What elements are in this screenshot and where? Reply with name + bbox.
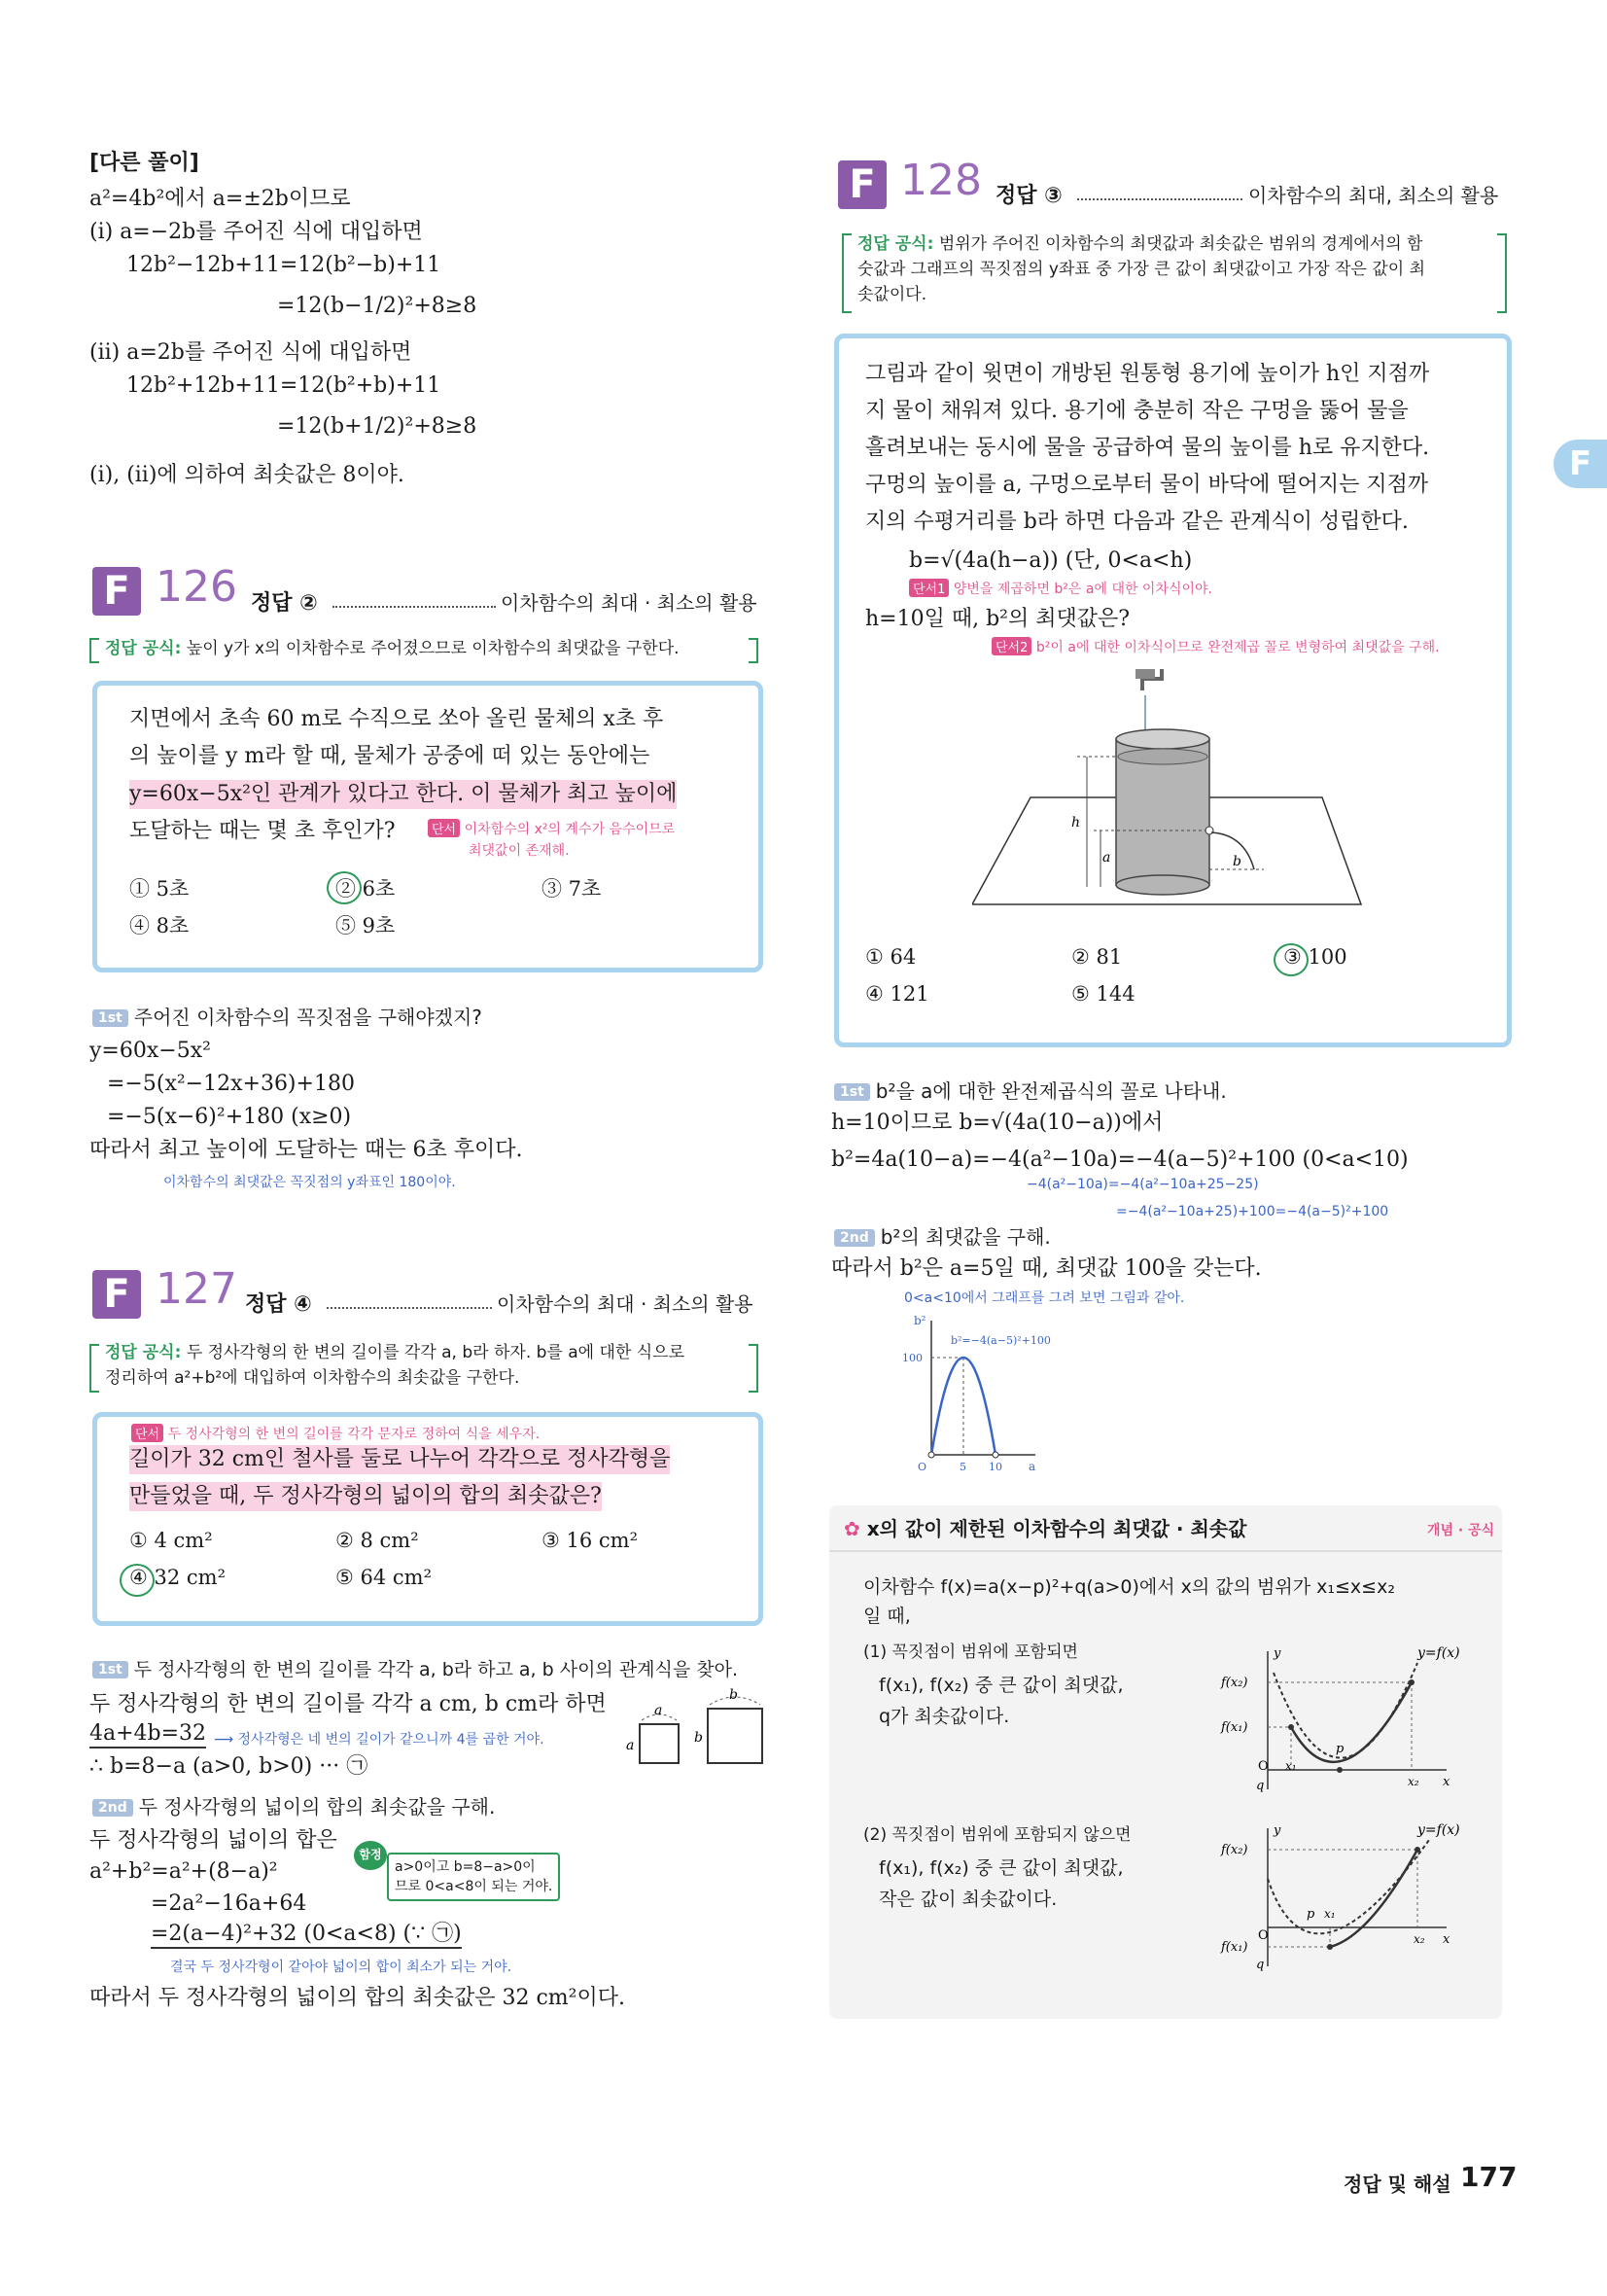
choice-3[interactable]: ③ 16 cm² (541, 1529, 638, 1552)
problem-128-formula: 정답 공식: 범위가 주어진 이차함수의 최댓값과 최솟값은 범위의 경계에서의 함 숫값과 그래프의 꼭짓점의 y좌표 중 가장 큰 값이 최댓값이고 가장 작은 값이 최 솟값이다. (857, 234, 1425, 304)
g2-x2: x₂ (1414, 1932, 1425, 1946)
concept-case1: q가 최솟값이다. (879, 1706, 1010, 1727)
choice-5[interactable]: ⑤ 64 cm² (335, 1566, 432, 1589)
g1-ylabel: y (1274, 1646, 1281, 1661)
question-line: 지면에서 초속 60 m로 수직으로 쏘아 올린 물체의 x초 후 (129, 707, 664, 731)
problem-127-answer: 정답 ④ (245, 1292, 312, 1317)
problem-126-answer: 정답 ② (251, 591, 318, 616)
dotted-leader (1077, 198, 1242, 200)
problem-128-badge: F (838, 160, 887, 209)
concept-case1: (1) 꼭짓점이 범위에 포함되면 (863, 1643, 1078, 1662)
concept-tag: 개념 · 공식 (1427, 1523, 1495, 1538)
formula-bracket-right (749, 638, 758, 663)
square-label: b (694, 1730, 703, 1746)
concept-divider (829, 1550, 1502, 1552)
formula-bracket-right (1497, 233, 1507, 313)
problem-128-step2: 2nd b²의 최댓값을 구해. (834, 1221, 1051, 1250)
problem-126-number: 126 (156, 562, 237, 612)
concept-case1: f(x₁), f(x₂) 중 큰 값이 최댓값, (879, 1675, 1124, 1696)
question-ask: h=10일 때, b²의 최댓값은? (865, 607, 1131, 631)
alt-solution-line: a²=4b²에서 a=±2b이므로 (89, 187, 351, 211)
question-line: 그림과 같이 윗면이 개방된 원통형 용기에 높이가 h인 지점까 (865, 362, 1430, 386)
solution-note: 결국 두 정사각형이 같아야 넓이의 합이 최소가 되는 거야. (170, 1960, 512, 1975)
answer-circle (327, 871, 362, 904)
g2-func: y=f(x) (1417, 1822, 1460, 1838)
square-label: a (654, 1703, 663, 1718)
question-line: 지 물이 채워져 있다. 용기에 충분히 작은 구멍을 뚫어 물을 (865, 399, 1409, 423)
g2-fx2: f(x₂) (1221, 1843, 1248, 1857)
g2-x: x (1443, 1932, 1450, 1947)
square-label: b (729, 1687, 738, 1703)
choice-2[interactable]: ② 6초 (335, 877, 396, 901)
choice-5[interactable]: ⑤ 144 (1071, 982, 1135, 1006)
fig-label-a: a (1102, 850, 1111, 865)
problem-128-topic: 이차함수의 최대, 최소의 활용 (1248, 184, 1499, 207)
choice-1[interactable]: ① 4 cm² (129, 1529, 213, 1552)
solution-line: y=60x−5x² (89, 1039, 211, 1063)
g2-q: q (1256, 1958, 1265, 1972)
question-line: 흘려보내는 동시에 물을 공급하여 물의 높이를 h로 유지한다. (865, 436, 1430, 460)
problem-127-number: 127 (156, 1264, 237, 1314)
g1-x2: x₂ (1408, 1775, 1419, 1788)
graph-func: b²=−4(a−5)²+100 (951, 1334, 1051, 1347)
graph-xtick: 10 (989, 1461, 1002, 1473)
solution-line: b²=4a(10−a)=−4(a²−10a)=−4(a−5)²+100 (0<a<10) (831, 1148, 1409, 1172)
g1-o: O (1258, 1759, 1269, 1774)
choice-4[interactable]: ④ 8초 (129, 914, 190, 937)
alt-solution-line: =12(b+1/2)²+8≥8 (277, 414, 477, 439)
hamjeong-box: a>0이고 b=8−a>0이 므로 0<a<8이 되는 거야. (387, 1853, 560, 1901)
g1-q: q (1256, 1779, 1265, 1793)
solution-conclusion: 따라서 b²은 a=5일 때, 최댓값 100을 갖는다. (831, 1256, 1262, 1281)
concept-intro: 일 때, (863, 1606, 911, 1627)
choice-1[interactable]: ① 64 (865, 945, 917, 969)
concept-case2: (2) 꼭짓점이 범위에 포함되지 않으면 (863, 1825, 1132, 1845)
g2-ylabel: y (1274, 1823, 1281, 1838)
problem-128-hint2: 단서2 b²이 a에 대한 이차식이므로 완전제곱 꼴로 변형하여 최댓값을 구해. (992, 637, 1440, 656)
solution-line: 두 정사각형의 한 변의 길이를 각각 a cm, b cm라 하면 (89, 1692, 607, 1716)
cylinder-figure (972, 661, 1380, 914)
footer-label: 정답 및 해설 (1344, 2172, 1451, 2196)
solution-note: =−4(a²−10a+25)+100=−4(a−5)²+100 (1116, 1204, 1389, 1219)
problem-126-hint: 단서 이차함수의 x²의 계수가 음수이므로 (428, 819, 675, 838)
choice-2[interactable]: ② 8 cm² (335, 1529, 419, 1552)
square-label: a (626, 1738, 635, 1753)
g1-fx2: f(x₂) (1221, 1676, 1248, 1690)
problem-127-step1: 1st 두 정사각형의 한 변의 길이를 각각 a, b라 하고 a, b 사이의 관계식을 찾아. (92, 1655, 738, 1681)
formula-bracket-left (842, 233, 852, 313)
choice-1[interactable]: ① 5초 (129, 877, 190, 901)
g2-fx1: f(x₁) (1221, 1940, 1248, 1955)
solution-line: =2(a−4)²+32 (0<a<8) (∵ ㉠) (151, 1922, 462, 1949)
problem-126-topic: 이차함수의 최대 · 최소의 활용 (501, 591, 757, 615)
g1-fx1: f(x₁) (1221, 1720, 1248, 1735)
problem-128-answer: 정답 ③ (996, 184, 1063, 208)
page-number: 177 (1460, 2161, 1518, 2193)
problem-128-number: 128 (900, 156, 982, 205)
solution-line: a²+b²=a²+(8−a)² (89, 1859, 278, 1884)
dotted-leader (327, 1307, 492, 1309)
g2-x1: x₁ (1324, 1907, 1336, 1921)
dotted-leader (332, 606, 496, 608)
graph-ytick: 100 (902, 1352, 923, 1364)
formula-bracket-left (89, 1344, 99, 1393)
problem-128-step1: 1st b²을 a에 대한 완전제곱식의 꼴로 나타내. (834, 1076, 1227, 1104)
alt-solution-line: 12b²+12b+11=12(b²+b)+11 (126, 373, 441, 398)
alt-solution-line: (ii) a=2b를 주어진 식에 대입하면 (89, 340, 412, 365)
formula-bracket-right (749, 1344, 758, 1393)
solution-line: ∴ b=8−a (a>0, b>0) ··· ㉠ (89, 1754, 368, 1779)
alt-solution-title: [다른 풀이] (89, 151, 199, 175)
solution-note: 이차함수의 최댓값은 꼭짓점의 y좌표인 180이야. (163, 1175, 456, 1190)
solution-line: 4a+4b=32 (89, 1721, 206, 1748)
choice-5[interactable]: ⑤ 9초 (335, 914, 396, 937)
question-equation: b=√(4a(h−a)) (단, 0<a<h) (909, 548, 1193, 573)
choice-3[interactable]: ③ 100 (1283, 945, 1347, 969)
squares-figure (622, 1687, 768, 1784)
choice-4[interactable]: ④ 32 cm² (129, 1566, 226, 1589)
choice-3[interactable]: ③ 7초 (541, 877, 602, 901)
choice-2[interactable]: ② 81 (1071, 945, 1123, 969)
problem-127-formula: 정답 공식: 두 정사각형의 한 변의 길이를 각각 a, b라 하자. b를 a에 대한 식으로 정리하여 a²+b²에 대입하여 이차함수의 최솟값을 구한다. (105, 1343, 685, 1388)
concept-graph-1 (1213, 1643, 1485, 1804)
concept-case2: f(x₁), f(x₂) 중 큰 값이 최댓값, (879, 1857, 1124, 1879)
fig-label-h: h (1071, 815, 1081, 830)
problem-127-hint: 단서 두 정사각형의 한 변의 길이를 각각 문자로 정하여 식을 세우자. (131, 1424, 540, 1443)
alt-solution-line: (i), (ii)에 의하여 최솟값은 8이야. (89, 463, 404, 487)
graph-xtick: 5 (960, 1461, 966, 1473)
hamjeong-badge: 함정 (354, 1841, 387, 1870)
g1-x: x (1443, 1775, 1450, 1789)
g2-o: O (1258, 1928, 1269, 1943)
g1-x1: x₁ (1285, 1759, 1297, 1773)
g1-func: y=f(x) (1417, 1645, 1460, 1661)
choice-4[interactable]: ④ 121 (865, 982, 929, 1006)
concept-intro: 이차함수 f(x)=a(x−p)²+q(a>0)에서 x의 값의 범위가 x₁≤x≤x₂ (863, 1576, 1395, 1598)
question-line: 의 높이를 y m라 할 때, 물체가 공중에 떠 있는 동안에는 (129, 744, 650, 768)
g2-p: p (1307, 1907, 1315, 1922)
concept-graph-2 (1213, 1820, 1485, 1981)
problem-127-step2: 2nd 두 정사각형의 넓이의 합의 최솟값을 구해. (92, 1791, 495, 1819)
graph-xlabel: a (1029, 1460, 1036, 1473)
solution-note: 0<a<10에서 그래프를 그려 보면 그림과 같아. (904, 1290, 1185, 1306)
solution-line: =−5(x²−12x+36)+180 (107, 1072, 355, 1096)
problem-127-badge: F (92, 1270, 141, 1319)
formula-bracket-left (89, 638, 99, 663)
solution-line: 따라서 최고 높이에 도달하는 때는 6초 후이다. (89, 1138, 523, 1162)
problem-126-formula: 정답 공식: 높이 y가 x의 이차함수로 주어졌으므로 이차함수의 최댓값을 구한다. (105, 639, 680, 658)
fig-label-b: b (1233, 854, 1241, 869)
solution-note: ⟶ 정사각형은 네 변의 길이가 같으니까 4를 곱한 거야. (214, 1732, 544, 1748)
b-squared-graph (894, 1309, 1089, 1474)
solution-line: h=10이므로 b=√(4a(10−a))에서 (831, 1111, 1164, 1135)
solution-note: −4(a²−10a)=−4(a²−10a+25−25) (1027, 1177, 1259, 1192)
answer-circle (120, 1564, 155, 1597)
solution-line: 두 정사각형의 넓이의 합은 (89, 1828, 337, 1853)
problem-126-hint: 최댓값이 존재해. (469, 843, 570, 859)
problem-126-badge: F (92, 567, 141, 616)
question-line: 길이가 32 cm인 철사를 둘로 나누어 각각으로 정사각형을 (129, 1445, 670, 1474)
solution-line: =−5(x−6)²+180 (x≥0) (107, 1105, 352, 1129)
solution-conclusion: 따라서 두 정사각형의 넓이의 합의 최솟값은 32 cm²이다. (89, 1986, 625, 2010)
question-line: y=60x−5x²인 관계가 있다고 한다. 이 물체가 최고 높이에 (129, 780, 677, 809)
concept-case2: 작은 값이 최솟값이다. (879, 1889, 1058, 1910)
problem-127-box (92, 1412, 763, 1626)
question-line: 지의 수평거리를 b라 하면 다음과 같은 관계식이 성립한다. (865, 510, 1409, 534)
question-line: 구멍의 높이를 a, 구멍으로부터 물이 바닥에 떨어지는 지점까 (865, 473, 1429, 497)
alt-solution-line: 12b²−12b+11=12(b²−b)+11 (126, 253, 441, 277)
question-line: 만들었을 때, 두 정사각형의 넓이의 합의 최솟값은? (129, 1482, 602, 1511)
solution-line: =2a²−16a+64 (151, 1891, 307, 1916)
question-line: 도달하는 때는 몇 초 후인가? (129, 819, 396, 843)
problem-127-topic: 이차함수의 최대 · 최소의 활용 (497, 1292, 753, 1316)
alt-solution-line: (i) a=−2b를 주어진 식에 대입하면 (89, 220, 423, 244)
side-tab[interactable]: F (1554, 440, 1607, 488)
alt-solution-line: =12(b−1/2)²+8≥8 (277, 294, 477, 318)
g1-p: p (1336, 1742, 1345, 1756)
problem-126-step1: 1st 주어진 이차함수의 꼭짓점을 구해야겠지? (92, 1002, 482, 1030)
answer-circle (1274, 943, 1309, 976)
concept-title: ✿ x의 값이 제한된 이차함수의 최댓값 · 최솟값 (844, 1517, 1247, 1540)
problem-128-hint1: 단서1 양변을 제곱하면 b²은 a에 대한 이차식이야. (909, 579, 1212, 598)
graph-origin: O (918, 1461, 927, 1473)
graph-ylabel: b² (914, 1314, 926, 1327)
